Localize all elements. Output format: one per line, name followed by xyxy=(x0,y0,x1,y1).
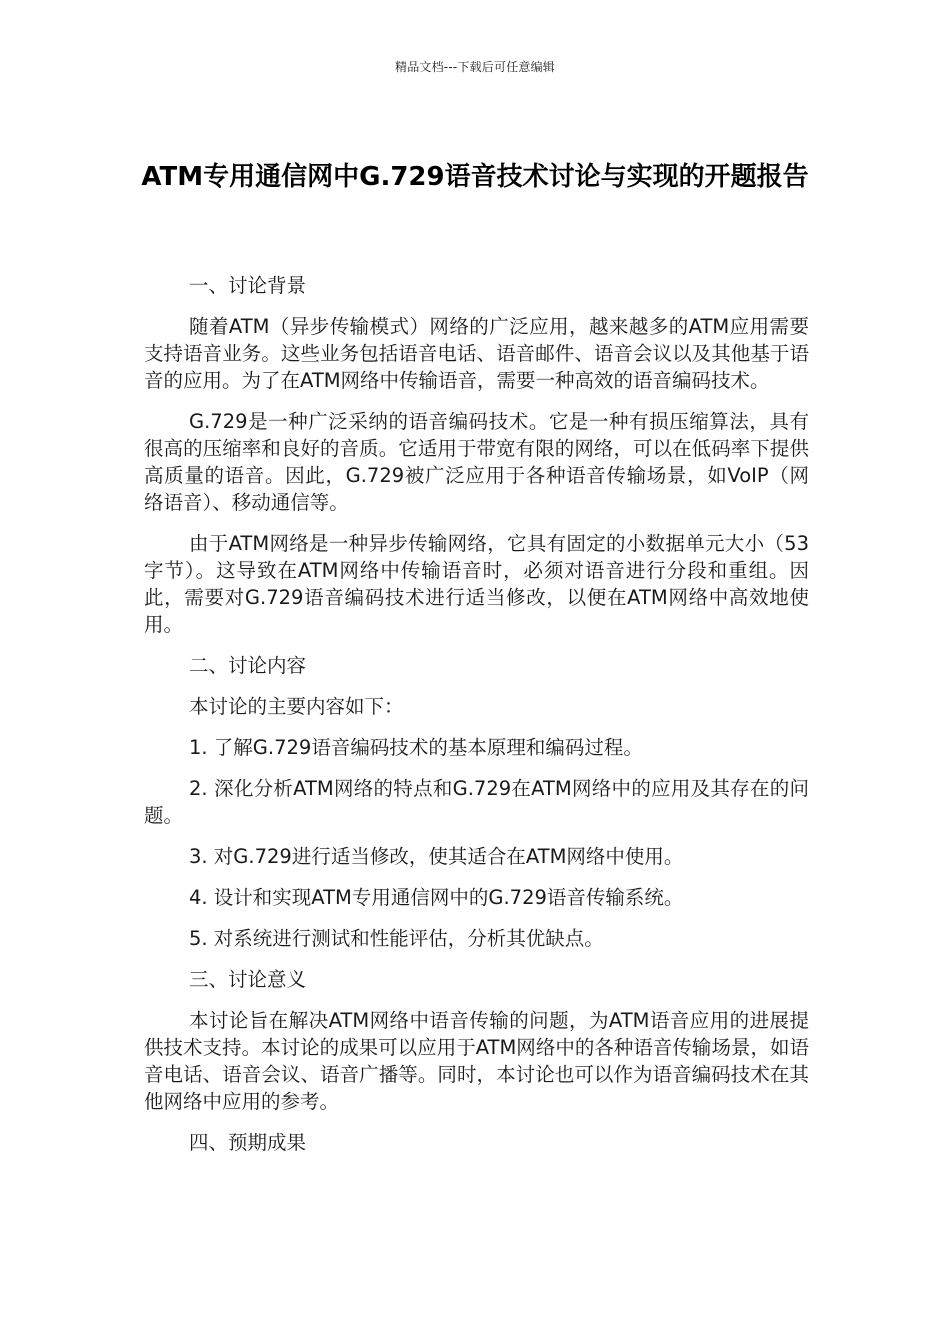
section-heading-significance: 三、讨论意义 xyxy=(189,968,307,991)
list-item: 1. 了解G.729语音编码技术的基本原理和编码过程。 xyxy=(189,736,643,759)
list-item: 2. 深化分析ATM网络的特点和G.729在ATM网络中的应用及其存在的问题。 xyxy=(144,777,809,827)
list-item: 5. 对系统进行测试和性能评估，分析其优缺点。 xyxy=(189,927,604,950)
paragraph: 由于ATM网络是一种异步传输网络，它具有固定的小数据单元大小（53字节）。这导致在ATM网络中传输语音时，必须对语音进行分段和重组。因此，需要对G.729语音编码技术进行适当修改，以便在ATM网络中高效地使用。 xyxy=(144,532,809,636)
section-heading-content: 二、讨论内容 xyxy=(189,654,307,677)
section-heading-expected-results: 四、预期成果 xyxy=(189,1131,307,1154)
list-item: 3. 对G.729进行适当修改，使其适合在ATM网络中使用。 xyxy=(189,845,684,868)
document-body xyxy=(144,272,809,1170)
header-note: 精品文档---下载后可任意编辑 xyxy=(395,60,555,74)
section-heading-background: 一、讨论背景 xyxy=(189,274,307,297)
paragraph: G.729是一种广泛采纳的语音编码技术。它是一种有损压缩算法，具有很高的压缩率和良好的音质。它适用于带宽有限的网络，可以在低码率下提供高质量的语音。因此，G.729被广泛应用于各种语音传输场景，如VoIP（网络语音）、移动通信等。 xyxy=(144,410,809,514)
paragraph: 本讨论的主要内容如下： xyxy=(189,695,404,718)
paragraph: 本讨论旨在解决ATM网络中语音传输的问题，为ATM语音应用的进展提供技术支持。本讨论的成果可以应用于ATM网络中的各种语音传输场景，如语音电话、语音会议、语音广播等。同时，本讨论也可以作为语音编码技术在其他网络中应用的参考。 xyxy=(144,1009,809,1113)
document-title: ATM专用通信网中G.729语音技术讨论与实现的开题报告 xyxy=(141,162,809,193)
list-item: 4. 设计和实现ATM专用通信网中的G.729语音传输系统。 xyxy=(189,886,684,909)
paragraph: 随着ATM（异步传输模式）网络的广泛应用，越来越多的ATM应用需要支持语音业务。这些业务包括语音电话、语音邮件、语音会议以及其他基于语音的应用。为了在ATM网络中传输语音，需要一种高效的语音编码技术。 xyxy=(144,315,809,392)
